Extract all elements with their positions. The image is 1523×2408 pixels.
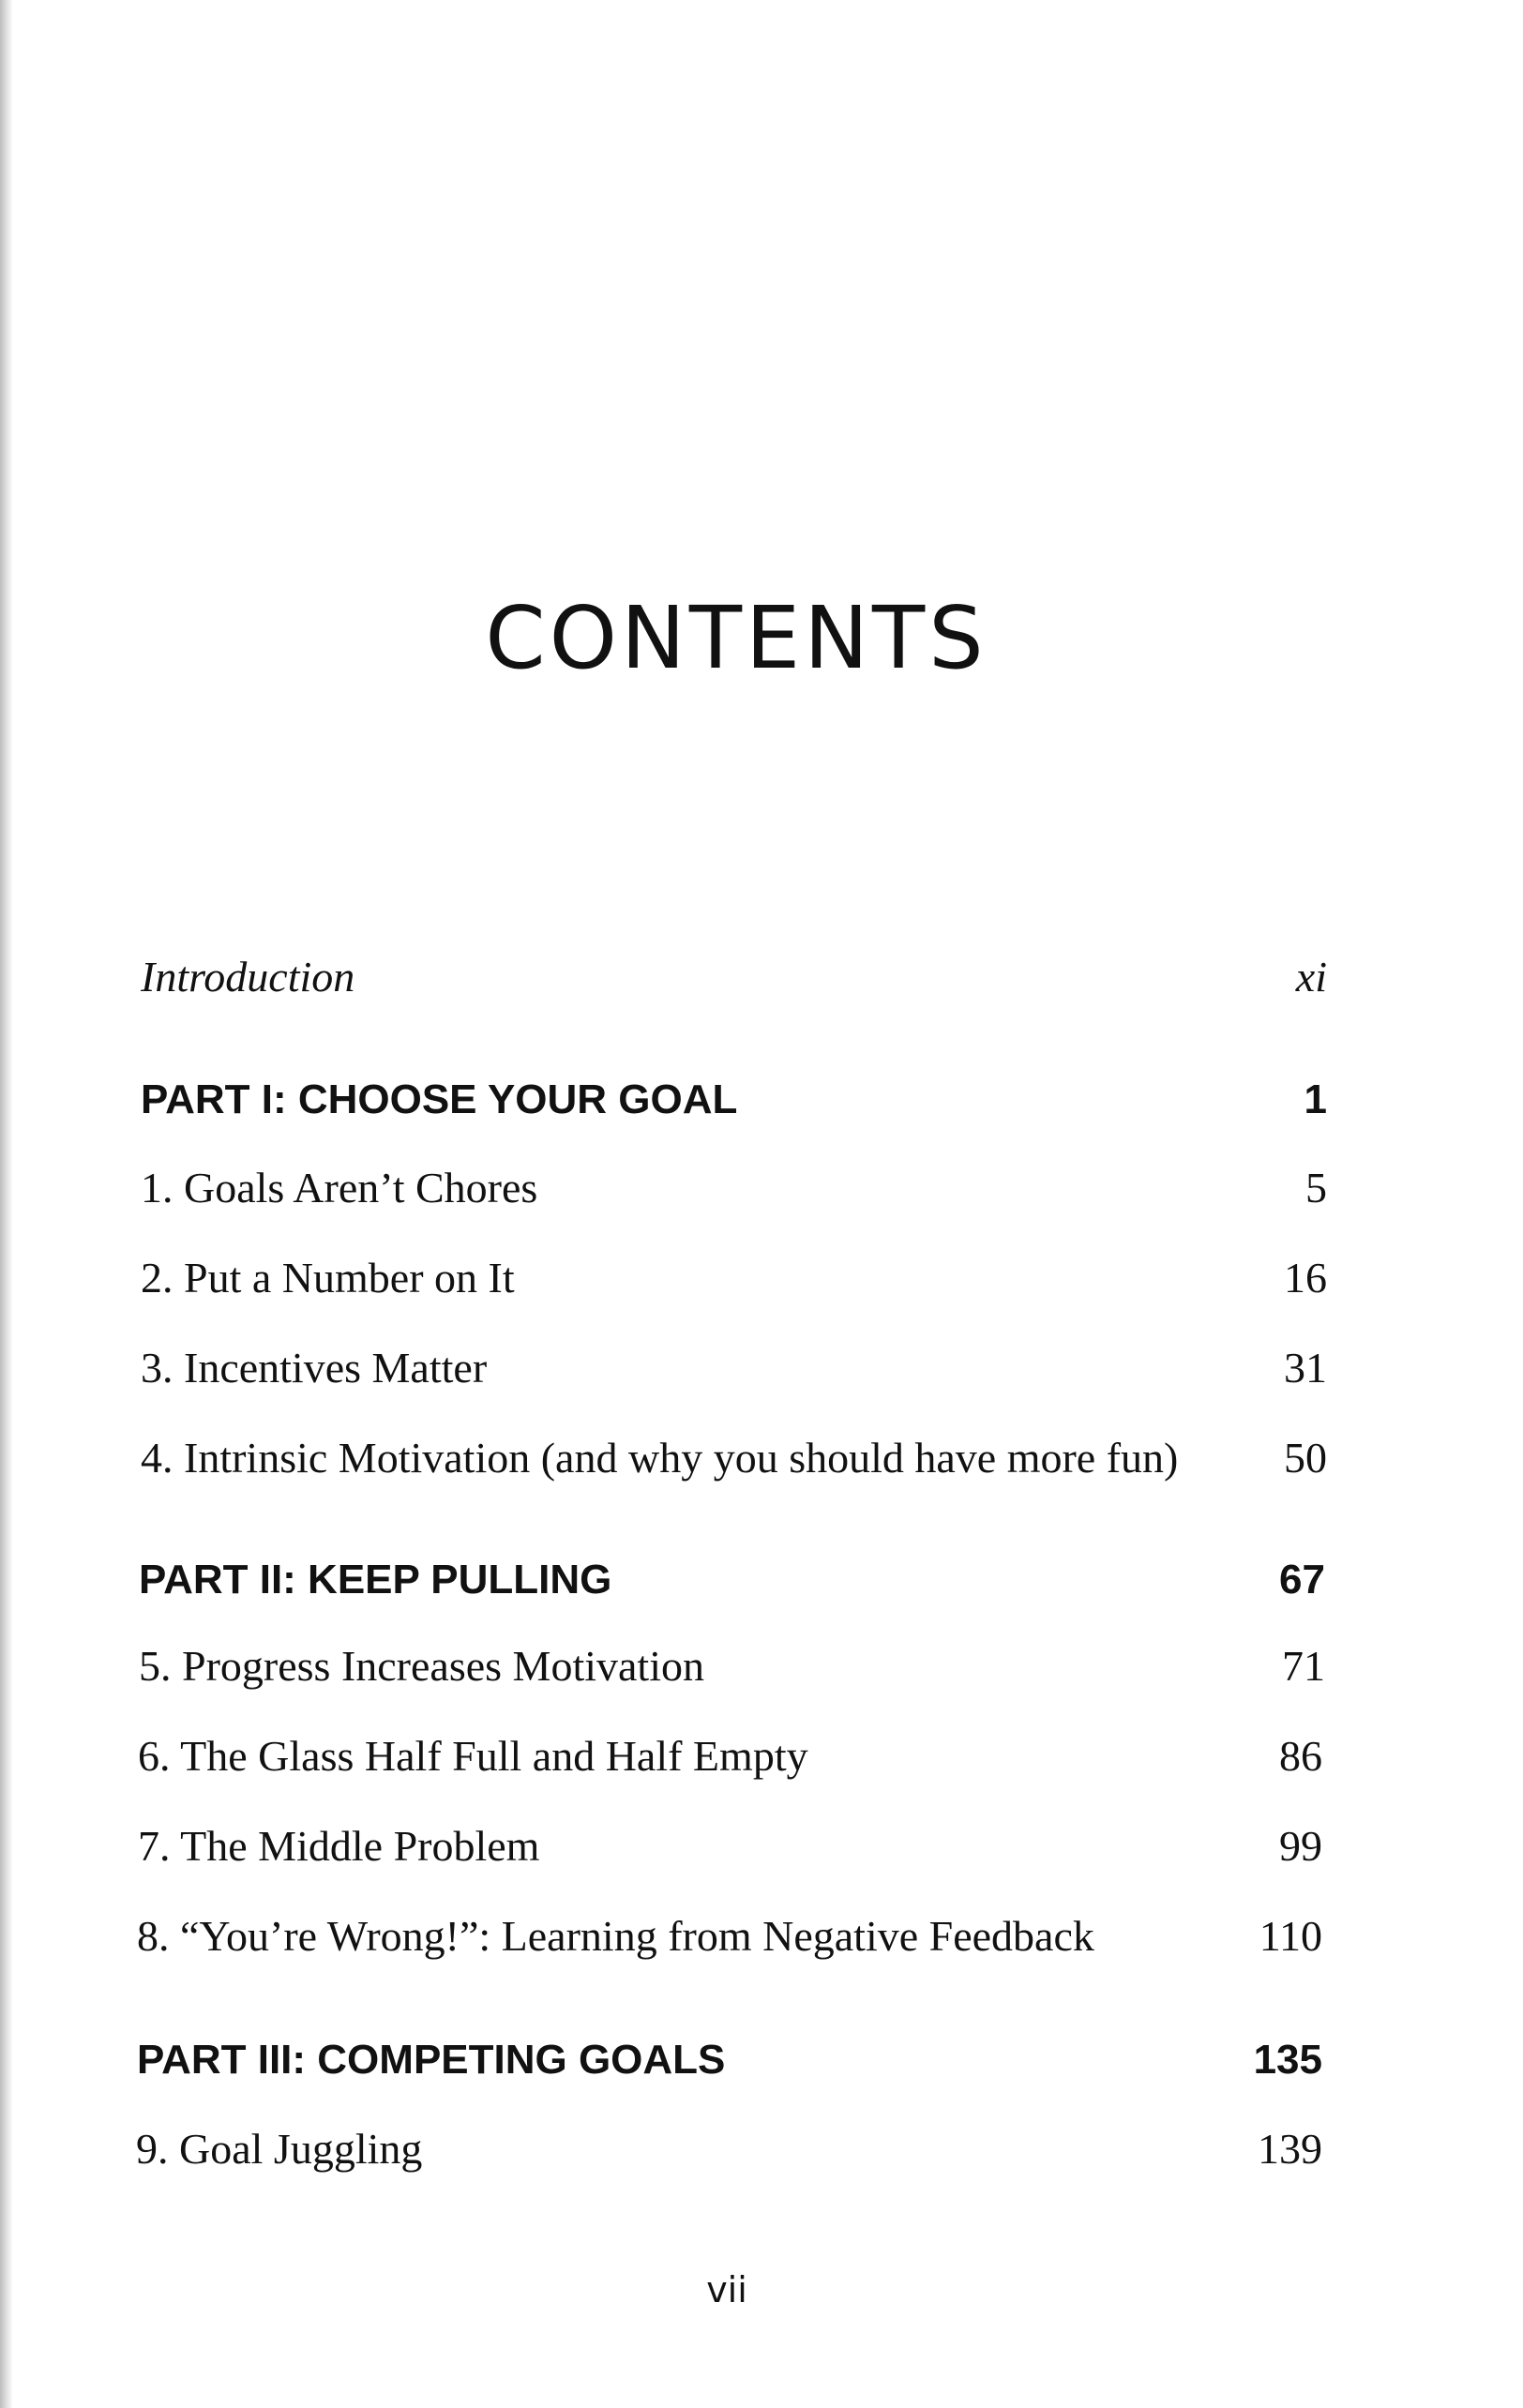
entry-page: 31 (1284, 1344, 1327, 1392)
toc-part-1[interactable] (141, 1076, 1327, 1123)
entry-page: 139 (1258, 2125, 1322, 2173)
toc-entry-introduction[interactable] (141, 952, 1327, 1001)
entry-page: 16 (1284, 1254, 1327, 1302)
toc-entry[interactable] (141, 1163, 1327, 1212)
entry-page: 50 (1284, 1434, 1327, 1482)
entry-label: Introduction (141, 953, 355, 1001)
toc-entry[interactable] (137, 1911, 1322, 1961)
toc-entry[interactable] (138, 1821, 1322, 1871)
entry-label: 7. The Middle Problem (138, 1822, 540, 1870)
entry-page: 135 (1253, 2037, 1322, 2083)
entry-label: 8. “You’re Wrong!”: Learning from Negative Feedback (137, 1912, 1094, 1960)
entry-page: 86 (1279, 1732, 1322, 1780)
entry-label: 2. Put a Number on It (141, 1254, 515, 1302)
toc-entry[interactable] (141, 1433, 1327, 1482)
entry-label: PART I: CHOOSE YOUR GOAL (141, 1076, 738, 1122)
entry-label: 6. The Glass Half Full and Half Empty (138, 1732, 808, 1780)
toc-part-2[interactable] (139, 1557, 1325, 1603)
entry-label: PART III: COMPETING GOALS (137, 2037, 726, 2083)
entry-label: 9. Goal Juggling (136, 2125, 423, 2173)
entry-page: 71 (1282, 1642, 1325, 1690)
entry-page: 1 (1304, 1076, 1327, 1122)
entry-page: 67 (1279, 1557, 1325, 1603)
entry-label: PART II: KEEP PULLING (139, 1557, 612, 1603)
toc-entry[interactable] (136, 2124, 1322, 2174)
page-title: CONTENTS (485, 587, 988, 688)
toc-part-3[interactable] (137, 2037, 1322, 2084)
toc-entry[interactable] (139, 1641, 1325, 1691)
toc-entry[interactable] (141, 1343, 1327, 1392)
entry-label: 1. Goals Aren’t Chores (141, 1164, 538, 1212)
entry-page: 110 (1259, 1912, 1322, 1960)
toc-entry[interactable] (141, 1253, 1327, 1302)
page-binding-edge (0, 0, 13, 2408)
entry-label: 4. Intrinsic Motivation (and why you should have more fun) (141, 1434, 1179, 1482)
entry-page: 99 (1279, 1822, 1322, 1870)
entry-label: 3. Incentives Matter (141, 1344, 488, 1392)
entry-page: xi (1295, 953, 1327, 1001)
entry-label: 5. Progress Increases Motivation (139, 1642, 704, 1690)
toc-entry[interactable] (138, 1731, 1322, 1781)
page-number: vii (706, 2269, 747, 2310)
entry-page: 5 (1305, 1164, 1327, 1212)
